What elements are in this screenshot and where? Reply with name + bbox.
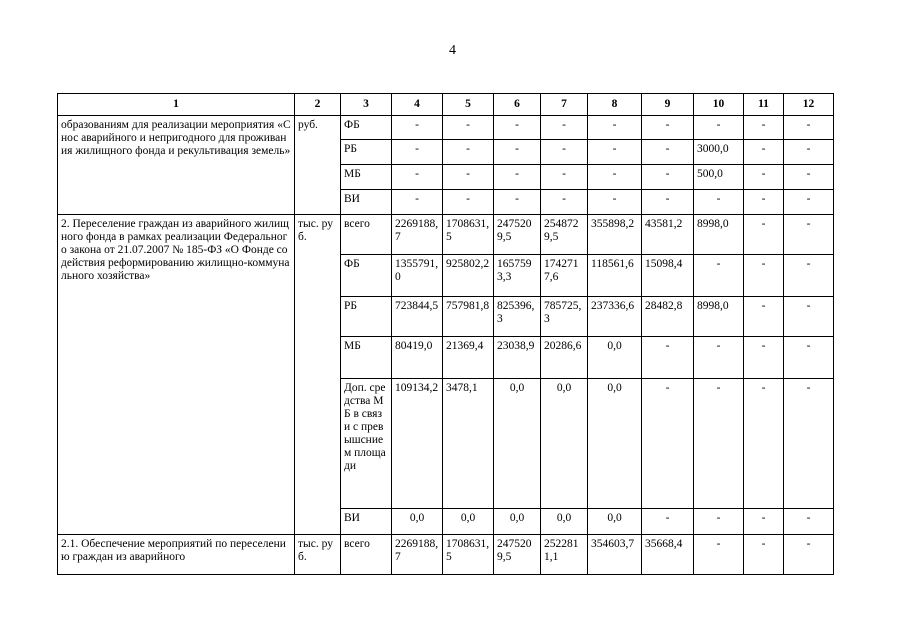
- value-cell: 723844,5: [392, 297, 443, 337]
- value-cell: -: [744, 535, 784, 575]
- value-cell: -: [694, 379, 744, 509]
- funding-source: ФБ: [341, 116, 392, 140]
- value-cell: -: [694, 509, 744, 535]
- page-number: 4: [449, 43, 456, 58]
- value-cell: -: [744, 297, 784, 337]
- funding-source: ФБ: [341, 255, 392, 297]
- value-cell: 3000,0: [694, 140, 744, 165]
- value-cell: -: [443, 190, 494, 215]
- value-cell: 109134,2: [392, 379, 443, 509]
- value-cell: -: [494, 190, 541, 215]
- value-cell: -: [541, 140, 588, 165]
- value-cell: 0,0: [588, 509, 642, 535]
- value-cell: -: [744, 215, 784, 255]
- value-cell: 8998,0: [694, 297, 744, 337]
- value-cell: 500,0: [694, 165, 744, 190]
- value-cell: -: [642, 190, 694, 215]
- value-cell: -: [392, 116, 443, 140]
- value-cell: 2269188,7: [392, 215, 443, 255]
- column-header: 7: [541, 94, 588, 116]
- value-cell: -: [784, 190, 834, 215]
- value-cell: -: [642, 379, 694, 509]
- value-cell: -: [744, 379, 784, 509]
- funding-source: ВИ: [341, 509, 392, 535]
- value-cell: -: [588, 190, 642, 215]
- budget-table: [57, 93, 834, 575]
- value-cell: -: [784, 297, 834, 337]
- value-cell: 1708631,5: [443, 535, 494, 575]
- value-cell: -: [784, 379, 834, 509]
- funding-source: Доп. средства МБ в связи с превышснием площади: [341, 379, 392, 509]
- funding-source: всего: [341, 535, 392, 575]
- value-cell: 757981,8: [443, 297, 494, 337]
- value-cell: 0,0: [494, 509, 541, 535]
- value-cell: 0,0: [541, 379, 588, 509]
- value-cell: -: [392, 190, 443, 215]
- table-header-row: [58, 94, 834, 116]
- value-cell: 28482,8: [642, 297, 694, 337]
- value-cell: 2475209,5: [494, 215, 541, 255]
- value-cell: 2475209,5: [494, 535, 541, 575]
- value-cell: -: [744, 140, 784, 165]
- measure-name: 2.1. Обеспечение мероприятий по переселению граждан из аварийного: [58, 535, 295, 575]
- value-cell: 3478,1: [443, 379, 494, 509]
- value-cell: -: [694, 535, 744, 575]
- table-row: [58, 535, 834, 575]
- value-cell: -: [694, 116, 744, 140]
- value-cell: -: [784, 165, 834, 190]
- value-cell: -: [642, 337, 694, 379]
- value-cell: -: [784, 509, 834, 535]
- value-cell: -: [541, 165, 588, 190]
- funding-source: МБ: [341, 337, 392, 379]
- value-cell: 925802,2: [443, 255, 494, 297]
- value-cell: -: [744, 116, 784, 140]
- value-cell: -: [494, 116, 541, 140]
- column-header: 4: [392, 94, 443, 116]
- column-header: 5: [443, 94, 494, 116]
- value-cell: 0,0: [588, 337, 642, 379]
- value-cell: 80419,0: [392, 337, 443, 379]
- value-cell: -: [784, 255, 834, 297]
- value-cell: 1742717,6: [541, 255, 588, 297]
- value-cell: -: [588, 165, 642, 190]
- funding-source: РБ: [341, 140, 392, 165]
- value-cell: 35668,4: [642, 535, 694, 575]
- value-cell: 354603,7: [588, 535, 642, 575]
- value-cell: -: [784, 140, 834, 165]
- column-header: 10: [694, 94, 744, 116]
- value-cell: 20286,6: [541, 337, 588, 379]
- value-cell: -: [642, 140, 694, 165]
- column-header: 9: [642, 94, 694, 116]
- value-cell: -: [784, 116, 834, 140]
- funding-source: ВИ: [341, 190, 392, 215]
- value-cell: -: [443, 165, 494, 190]
- value-cell: -: [443, 140, 494, 165]
- column-header: 1: [58, 94, 295, 116]
- value-cell: 2548729,5: [541, 215, 588, 255]
- value-cell: -: [588, 140, 642, 165]
- value-cell: -: [694, 190, 744, 215]
- value-cell: -: [392, 165, 443, 190]
- value-cell: 118561,6: [588, 255, 642, 297]
- value-cell: -: [392, 140, 443, 165]
- value-cell: 0,0: [541, 509, 588, 535]
- table-row: [58, 215, 834, 255]
- funding-source: РБ: [341, 297, 392, 337]
- table-row: [58, 116, 834, 140]
- value-cell: -: [784, 337, 834, 379]
- value-cell: -: [784, 215, 834, 255]
- value-cell: -: [642, 116, 694, 140]
- value-cell: 8998,0: [694, 215, 744, 255]
- value-cell: 237336,6: [588, 297, 642, 337]
- column-header: 2: [295, 94, 341, 116]
- column-header: 3: [341, 94, 392, 116]
- measure-name: образованиям для реализации мероприятия «Снос аварийного и непригодного для проживания жилищного фонда и рекультивация земель»: [58, 116, 295, 215]
- unit-cell: руб.: [295, 116, 341, 215]
- value-cell: -: [784, 535, 834, 575]
- value-cell: 43581,2: [642, 215, 694, 255]
- value-cell: 1708631,5: [443, 215, 494, 255]
- value-cell: -: [694, 255, 744, 297]
- value-cell: 1355791,0: [392, 255, 443, 297]
- value-cell: 2522811,1: [541, 535, 588, 575]
- value-cell: -: [642, 165, 694, 190]
- value-cell: 2269188,7: [392, 535, 443, 575]
- unit-cell: тыс. руб.: [295, 215, 341, 535]
- column-header: 6: [494, 94, 541, 116]
- value-cell: 825396,3: [494, 297, 541, 337]
- value-cell: 0,0: [588, 379, 642, 509]
- value-cell: -: [642, 509, 694, 535]
- value-cell: 785725,3: [541, 297, 588, 337]
- value-cell: 0,0: [392, 509, 443, 535]
- funding-source: всего: [341, 215, 392, 255]
- value-cell: -: [494, 165, 541, 190]
- value-cell: 355898,2: [588, 215, 642, 255]
- measure-name: 2. Переселение граждан из аварийного жилищного фонда в рамках реализации Федерального закона от 21.07.2007 № 185-ФЗ «О Фонде содействия реформированию жилищно-коммунального хозяйства»: [58, 215, 295, 535]
- value-cell: -: [744, 165, 784, 190]
- value-cell: -: [541, 116, 588, 140]
- value-cell: -: [744, 509, 784, 535]
- value-cell: 1657593,3: [494, 255, 541, 297]
- value-cell: -: [744, 255, 784, 297]
- value-cell: -: [588, 116, 642, 140]
- funding-source: МБ: [341, 165, 392, 190]
- value-cell: -: [541, 190, 588, 215]
- unit-cell: тыс. руб.: [295, 535, 341, 575]
- column-header: 12: [784, 94, 834, 116]
- column-header: 11: [744, 94, 784, 116]
- value-cell: 21369,4: [443, 337, 494, 379]
- value-cell: -: [494, 140, 541, 165]
- value-cell: 0,0: [494, 379, 541, 509]
- value-cell: -: [744, 337, 784, 379]
- value-cell: 15098,4: [642, 255, 694, 297]
- value-cell: -: [443, 116, 494, 140]
- value-cell: 23038,9: [494, 337, 541, 379]
- value-cell: -: [694, 337, 744, 379]
- column-header: 8: [588, 94, 642, 116]
- value-cell: 0,0: [443, 509, 494, 535]
- value-cell: -: [744, 190, 784, 215]
